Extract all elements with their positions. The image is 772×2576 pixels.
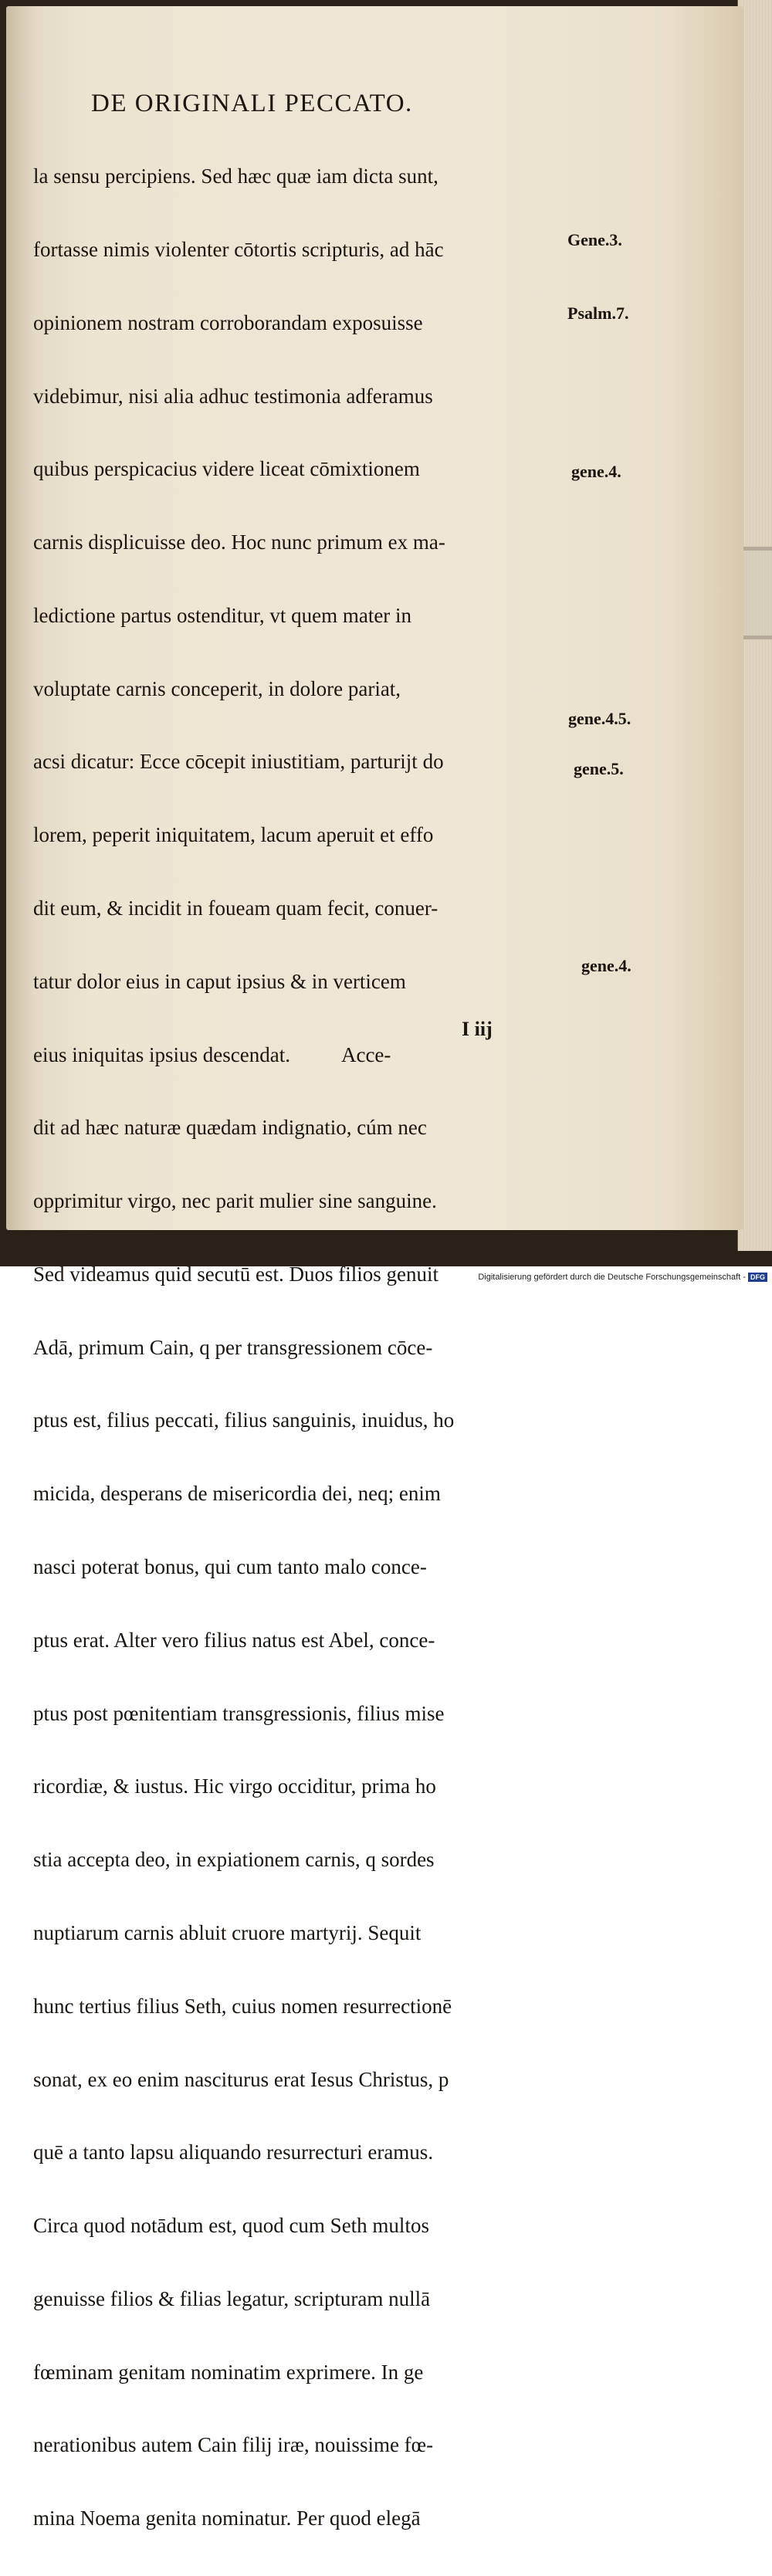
text-line: sonat, ex eo enim nasciturus erat Iesus Christus, p xyxy=(33,2067,449,2091)
text-line: carnis displicuisse deo. Hoc nunc primum ex ma- xyxy=(33,530,445,554)
text-line: fœminam genitam nominatim exprimere. In ge xyxy=(33,2360,424,2384)
text-line: opinionem nostram corroborandam exposuisse xyxy=(33,310,423,334)
text-line: Adā, primum Cain, q per transgressionem cōce- xyxy=(33,1335,433,1359)
text-line: genuisse filios & filias legatur, scripturam nullā xyxy=(33,2286,431,2310)
text-line: ptus post pœnitentiam transgressionis, filius mise xyxy=(33,1701,445,1725)
page-heading: DE ORIGINALI PECCATO. xyxy=(91,90,413,117)
margin-gloss: Gene.3. xyxy=(567,230,622,249)
text-line: dit eum, & incidit in foueam quam fecit, conuer- xyxy=(33,897,438,920)
margin-gloss: Psalm.7. xyxy=(567,303,629,323)
text-line: Circa quod notādum est, quod cum Seth multos xyxy=(33,2214,429,2238)
margin-gloss: gene.5. xyxy=(574,759,624,778)
footer-text: Digitalisierung gefördert durch die Deutsche Forschungsgemeinschaft - xyxy=(478,1273,746,1282)
text-line: nasci poterat bonus, qui cum tanto malo conce- xyxy=(33,1555,427,1579)
text-line: ptus erat. Alter vero filius natus est Abel, conce- xyxy=(33,1628,435,1652)
text-line: hunc tertius filius Seth, cuius nomen resurrectionē xyxy=(33,1994,452,2018)
text-line: fortasse nimis violenter cōtortis scripturis, ad hāc xyxy=(33,237,444,261)
margin-gloss: gene.4. xyxy=(571,462,621,481)
text-line: quibus perspicacius videre liceat cōmixtionem xyxy=(33,457,420,481)
text-line: quē a tanto lapsu aliquando resurrecturi eramus. xyxy=(33,2140,434,2164)
margin-gloss: gene.4. xyxy=(581,956,631,975)
text-line: eius iniquitas ipsius descendat. Acce- xyxy=(33,1042,391,1066)
text-line: opprimitur virgo, nec parit mulier sine sanguine. xyxy=(33,1189,437,1213)
text-line: dit ad hæc naturæ quædam indignatio, cúm nec xyxy=(33,1116,427,1140)
text-line: la sensu percipiens. Sed hæc quæ iam dicta sunt, xyxy=(33,164,438,188)
text-line: micida, desperans de misericordia dei, neq; enim xyxy=(33,1482,441,1506)
text-line: mina Noema genita nominatur. Per quod elegā xyxy=(33,2507,421,2530)
text-line: ledictione partus ostenditur, vt quem mater in xyxy=(33,603,412,627)
text-line: nuptiarum carnis abluit cruore martyrij. Sequit xyxy=(33,1920,422,1944)
text-line: tatur dolor eius in caput ipsius & in verticem xyxy=(33,969,406,993)
folio-signature: I iij xyxy=(462,1018,493,1040)
text-line: Sed videamus quid secutū est. Duos filios genuit xyxy=(33,1262,438,1286)
text-line: ptus est, filius peccati, filius sanguinis, inuidus, ho xyxy=(33,1408,455,1432)
margin-gloss: gene.4.5. xyxy=(568,709,631,728)
dfg-logo: DFG xyxy=(748,1273,767,1282)
text-line: ricordiæ, & iustus. Hic virgo occiditur, prima ho xyxy=(33,1774,436,1798)
text-line: videbimur, nisi alia adhuc testimonia adferamus xyxy=(33,384,433,408)
text-line: nerationibus autem Cain filij iræ, nouissime fœ- xyxy=(33,2433,434,2457)
footer-credit xyxy=(478,1273,767,1282)
text-line: stia accepta deo, in expiationem carnis, q sordes xyxy=(33,1848,435,1872)
text-line: lorem, peperit iniquitatem, lacum aperuit et effo xyxy=(33,823,434,847)
text-line: voluptate carnis conceperit, in dolore pariat, xyxy=(33,676,401,700)
body-text xyxy=(33,116,574,2576)
text-line: acsi dicatur: Ecce cōcepit iniustitiam, parturijt do xyxy=(33,750,444,774)
